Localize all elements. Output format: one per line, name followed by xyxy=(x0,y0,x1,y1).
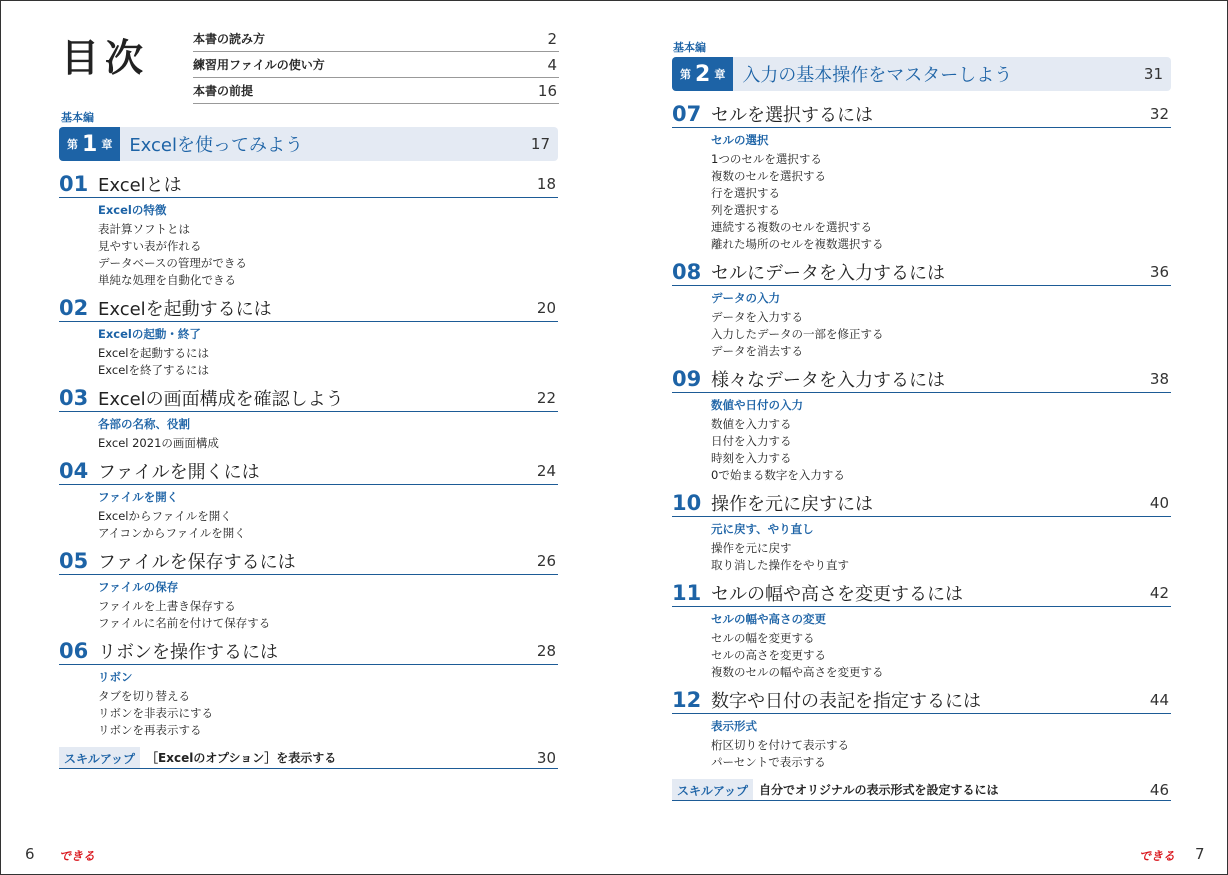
section-title: セルを選択するには xyxy=(711,105,873,126)
list-item[interactable]: 離れた場所のセルを複数選択する xyxy=(711,237,884,251)
section-subheading: 元に戻す、やり直し xyxy=(711,522,814,536)
section-number: 10 xyxy=(672,491,702,515)
section-number: 12 xyxy=(672,688,702,712)
list-item[interactable]: ファイルに名前を付けて保存する xyxy=(98,616,271,630)
chapter-2-header[interactable] xyxy=(672,57,1171,91)
page-title: 目次 xyxy=(61,36,150,80)
section-number: 05 xyxy=(59,549,89,573)
section-subheading: リボン xyxy=(98,670,133,684)
skill-up-title: ［Excelのオプション］を表示する xyxy=(146,751,337,765)
section-items xyxy=(711,737,1171,771)
section-title: ファイルを保存するには xyxy=(98,552,296,573)
section-title-row[interactable] xyxy=(59,171,558,198)
list-item[interactable]: データを入力する xyxy=(711,310,803,324)
chapter-1-header[interactable] xyxy=(59,127,558,161)
section-title-row[interactable] xyxy=(672,259,1171,286)
list-item[interactable]: 見やすい表が作れる xyxy=(98,239,202,253)
skill-up-badge: スキルアップ xyxy=(59,747,140,768)
section-subheading: データの入力 xyxy=(711,291,780,305)
intro-page: 2 xyxy=(547,29,557,48)
section-number: 11 xyxy=(672,581,702,605)
section-title: セルの幅や高さを変更するには xyxy=(711,584,963,605)
intro-page: 4 xyxy=(547,55,557,74)
intro-entry[interactable] xyxy=(193,52,559,78)
section-title-row[interactable] xyxy=(672,366,1171,393)
list-item[interactable]: 表計算ソフトとは xyxy=(98,222,190,236)
section-page: 28 xyxy=(536,642,556,660)
section-title-row[interactable] xyxy=(672,490,1171,517)
list-item[interactable]: 複数のセルを選択する xyxy=(711,169,826,183)
list-item[interactable]: データベースの管理ができる xyxy=(98,256,247,270)
chapter-badge xyxy=(59,127,120,161)
list-item[interactable]: リボンを非表示にする xyxy=(98,706,213,720)
section-page: 40 xyxy=(1149,494,1169,512)
section-items xyxy=(98,688,558,739)
list-item[interactable]: 操作を元に戻す xyxy=(711,541,792,555)
intro-label: 練習用ファイルの使い方 xyxy=(193,58,325,72)
section-items xyxy=(711,416,1171,484)
section-items xyxy=(98,221,558,289)
skill-up-page: 30 xyxy=(536,748,556,767)
list-item[interactable]: パーセントで表示する xyxy=(711,755,826,769)
intro-list xyxy=(193,26,559,104)
chapter-suffix: 章 xyxy=(714,68,726,81)
list-item[interactable]: Excelからファイルを開く xyxy=(98,509,232,523)
section-page: 32 xyxy=(1149,105,1169,123)
section-number: 01 xyxy=(59,172,89,196)
list-item[interactable]: 行を選択する xyxy=(711,186,780,200)
list-item[interactable]: セルの幅を変更する xyxy=(711,631,815,645)
list-item[interactable]: リボンを再表示する xyxy=(98,723,202,737)
skill-up-badge: スキルアップ xyxy=(672,779,753,800)
skill-up-row[interactable] xyxy=(672,779,1171,801)
section-page: 26 xyxy=(536,552,556,570)
section-number: 02 xyxy=(59,296,89,320)
chapter-page: 31 xyxy=(1143,65,1163,83)
list-item[interactable]: 取り消した操作をやり直す xyxy=(711,558,849,572)
skill-up-title: 自分でオリジナルの表示形式を設定するには xyxy=(759,783,999,797)
list-item[interactable]: Excel 2021の画面構成 xyxy=(98,436,219,450)
section-page: 42 xyxy=(1149,584,1169,602)
section-title-row[interactable] xyxy=(672,101,1171,128)
section-subheading: ファイルの保存 xyxy=(98,580,179,594)
section-subheading: セルの幅や高さの変更 xyxy=(711,612,826,626)
list-item[interactable]: 日付を入力する xyxy=(711,434,792,448)
section-page: 36 xyxy=(1149,263,1169,281)
chapter-title: Excelを使ってみよう xyxy=(129,135,303,156)
section-subheading: 数値や日付の入力 xyxy=(711,398,803,412)
section-title-row[interactable] xyxy=(59,385,558,412)
list-item[interactable]: 1つのセルを選択する xyxy=(711,152,822,166)
chapter-prefix: 第 xyxy=(680,68,691,81)
section-title: ファイルを開くには xyxy=(98,462,260,483)
publisher-logo: できる xyxy=(1139,849,1176,863)
section-items xyxy=(98,345,558,379)
section-page: 20 xyxy=(536,299,556,317)
page-number-right: 7 xyxy=(1195,845,1205,863)
section-title-row[interactable] xyxy=(672,687,1171,714)
page-number-left: 6 xyxy=(25,845,35,863)
section-page: 22 xyxy=(536,389,556,407)
intro-entry[interactable] xyxy=(193,78,559,104)
section-subheading: 各部の名称、役割 xyxy=(98,417,190,431)
section-subheading: 表示形式 xyxy=(711,719,757,733)
list-item[interactable]: 時刻を入力する xyxy=(711,451,792,465)
section-number: 03 xyxy=(59,386,89,410)
chapter-badge xyxy=(672,57,733,91)
list-item[interactable]: ファイルを上書き保存する xyxy=(98,599,236,613)
section-title-row[interactable] xyxy=(59,638,558,665)
list-item[interactable]: Excelを終了するには xyxy=(98,363,209,377)
publisher-logo: できる xyxy=(59,849,96,863)
section-subheading: Excelの起動・終了 xyxy=(98,327,201,341)
list-item[interactable]: 複数のセルの幅や高さを変更する xyxy=(711,665,884,679)
section-title: 数字や日付の表記を指定するには xyxy=(711,691,981,712)
section-title: 様々なデータを入力するには xyxy=(711,370,945,391)
section-subheading: Excelの特徴 xyxy=(98,203,167,217)
chapter-prefix: 第 xyxy=(67,138,78,151)
section-title-row[interactable] xyxy=(59,548,558,575)
chapter-page: 17 xyxy=(530,135,550,153)
section-title: セルにデータを入力するには xyxy=(711,263,945,284)
section-items xyxy=(711,540,1171,574)
right-column xyxy=(672,101,1171,801)
chapter-suffix: 章 xyxy=(101,138,113,151)
section-title-row[interactable] xyxy=(59,458,558,485)
part-label: 基本編 xyxy=(61,111,94,124)
section-number: 08 xyxy=(672,260,702,284)
skill-up-row[interactable] xyxy=(59,747,558,769)
list-item[interactable]: 列を選択する xyxy=(711,203,780,217)
list-item[interactable]: Excelを起動するには xyxy=(98,346,209,360)
list-item[interactable]: 入力したデータの一部を修正する xyxy=(711,327,884,341)
list-item[interactable]: アイコンからファイルを開く xyxy=(98,526,246,540)
section-title: 操作を元に戻すには xyxy=(711,494,873,515)
section-number: 07 xyxy=(672,102,702,126)
section-title: Excelを起動するには xyxy=(98,299,272,320)
chapter-number: 2 xyxy=(695,61,711,87)
left-column xyxy=(59,171,558,769)
section-number: 06 xyxy=(59,639,89,663)
list-item[interactable]: 0で始まる数字を入力する xyxy=(711,468,845,482)
intro-entry[interactable] xyxy=(193,26,559,52)
intro-label: 本書の読み方 xyxy=(193,32,266,46)
list-item[interactable]: 連続する複数のセルを選択する xyxy=(711,220,872,234)
section-items xyxy=(711,151,1171,253)
section-page: 38 xyxy=(1149,370,1169,388)
section-number: 09 xyxy=(672,367,702,391)
section-title-row[interactable] xyxy=(672,580,1171,607)
section-title: リボンを操作するには xyxy=(98,642,278,663)
skill-up-page: 46 xyxy=(1149,780,1169,799)
section-items xyxy=(711,309,1171,360)
section-subheading: ファイルを開く xyxy=(98,490,179,504)
section-title-row[interactable] xyxy=(59,295,558,322)
section-subheading: セルの選択 xyxy=(711,133,769,147)
section-page: 18 xyxy=(536,175,556,193)
list-item[interactable]: タブを切り替える xyxy=(98,689,190,703)
list-item[interactable]: セルの高さを変更する xyxy=(711,648,826,662)
part-label: 基本編 xyxy=(673,41,706,54)
list-item[interactable]: データを消去する xyxy=(711,344,803,358)
section-items xyxy=(711,630,1171,681)
section-title: Excelの画面構成を確認しよう xyxy=(98,389,344,410)
intro-page: 16 xyxy=(537,81,557,100)
chapter-title: 入力の基本操作をマスターしよう xyxy=(742,65,1013,86)
list-item[interactable]: 桁区切りを付けて表示する xyxy=(711,738,849,752)
section-items xyxy=(98,435,558,452)
section-items xyxy=(98,598,558,632)
section-number: 04 xyxy=(59,459,89,483)
list-item[interactable]: 単純な処理を自動化できる xyxy=(98,273,236,287)
section-page: 44 xyxy=(1149,691,1169,709)
section-page: 24 xyxy=(536,462,556,480)
intro-label: 本書の前提 xyxy=(193,84,254,98)
list-item[interactable]: 数値を入力する xyxy=(711,417,792,431)
chapter-number: 1 xyxy=(82,131,98,157)
section-items xyxy=(98,508,558,542)
section-title: Excelとは xyxy=(98,175,182,196)
